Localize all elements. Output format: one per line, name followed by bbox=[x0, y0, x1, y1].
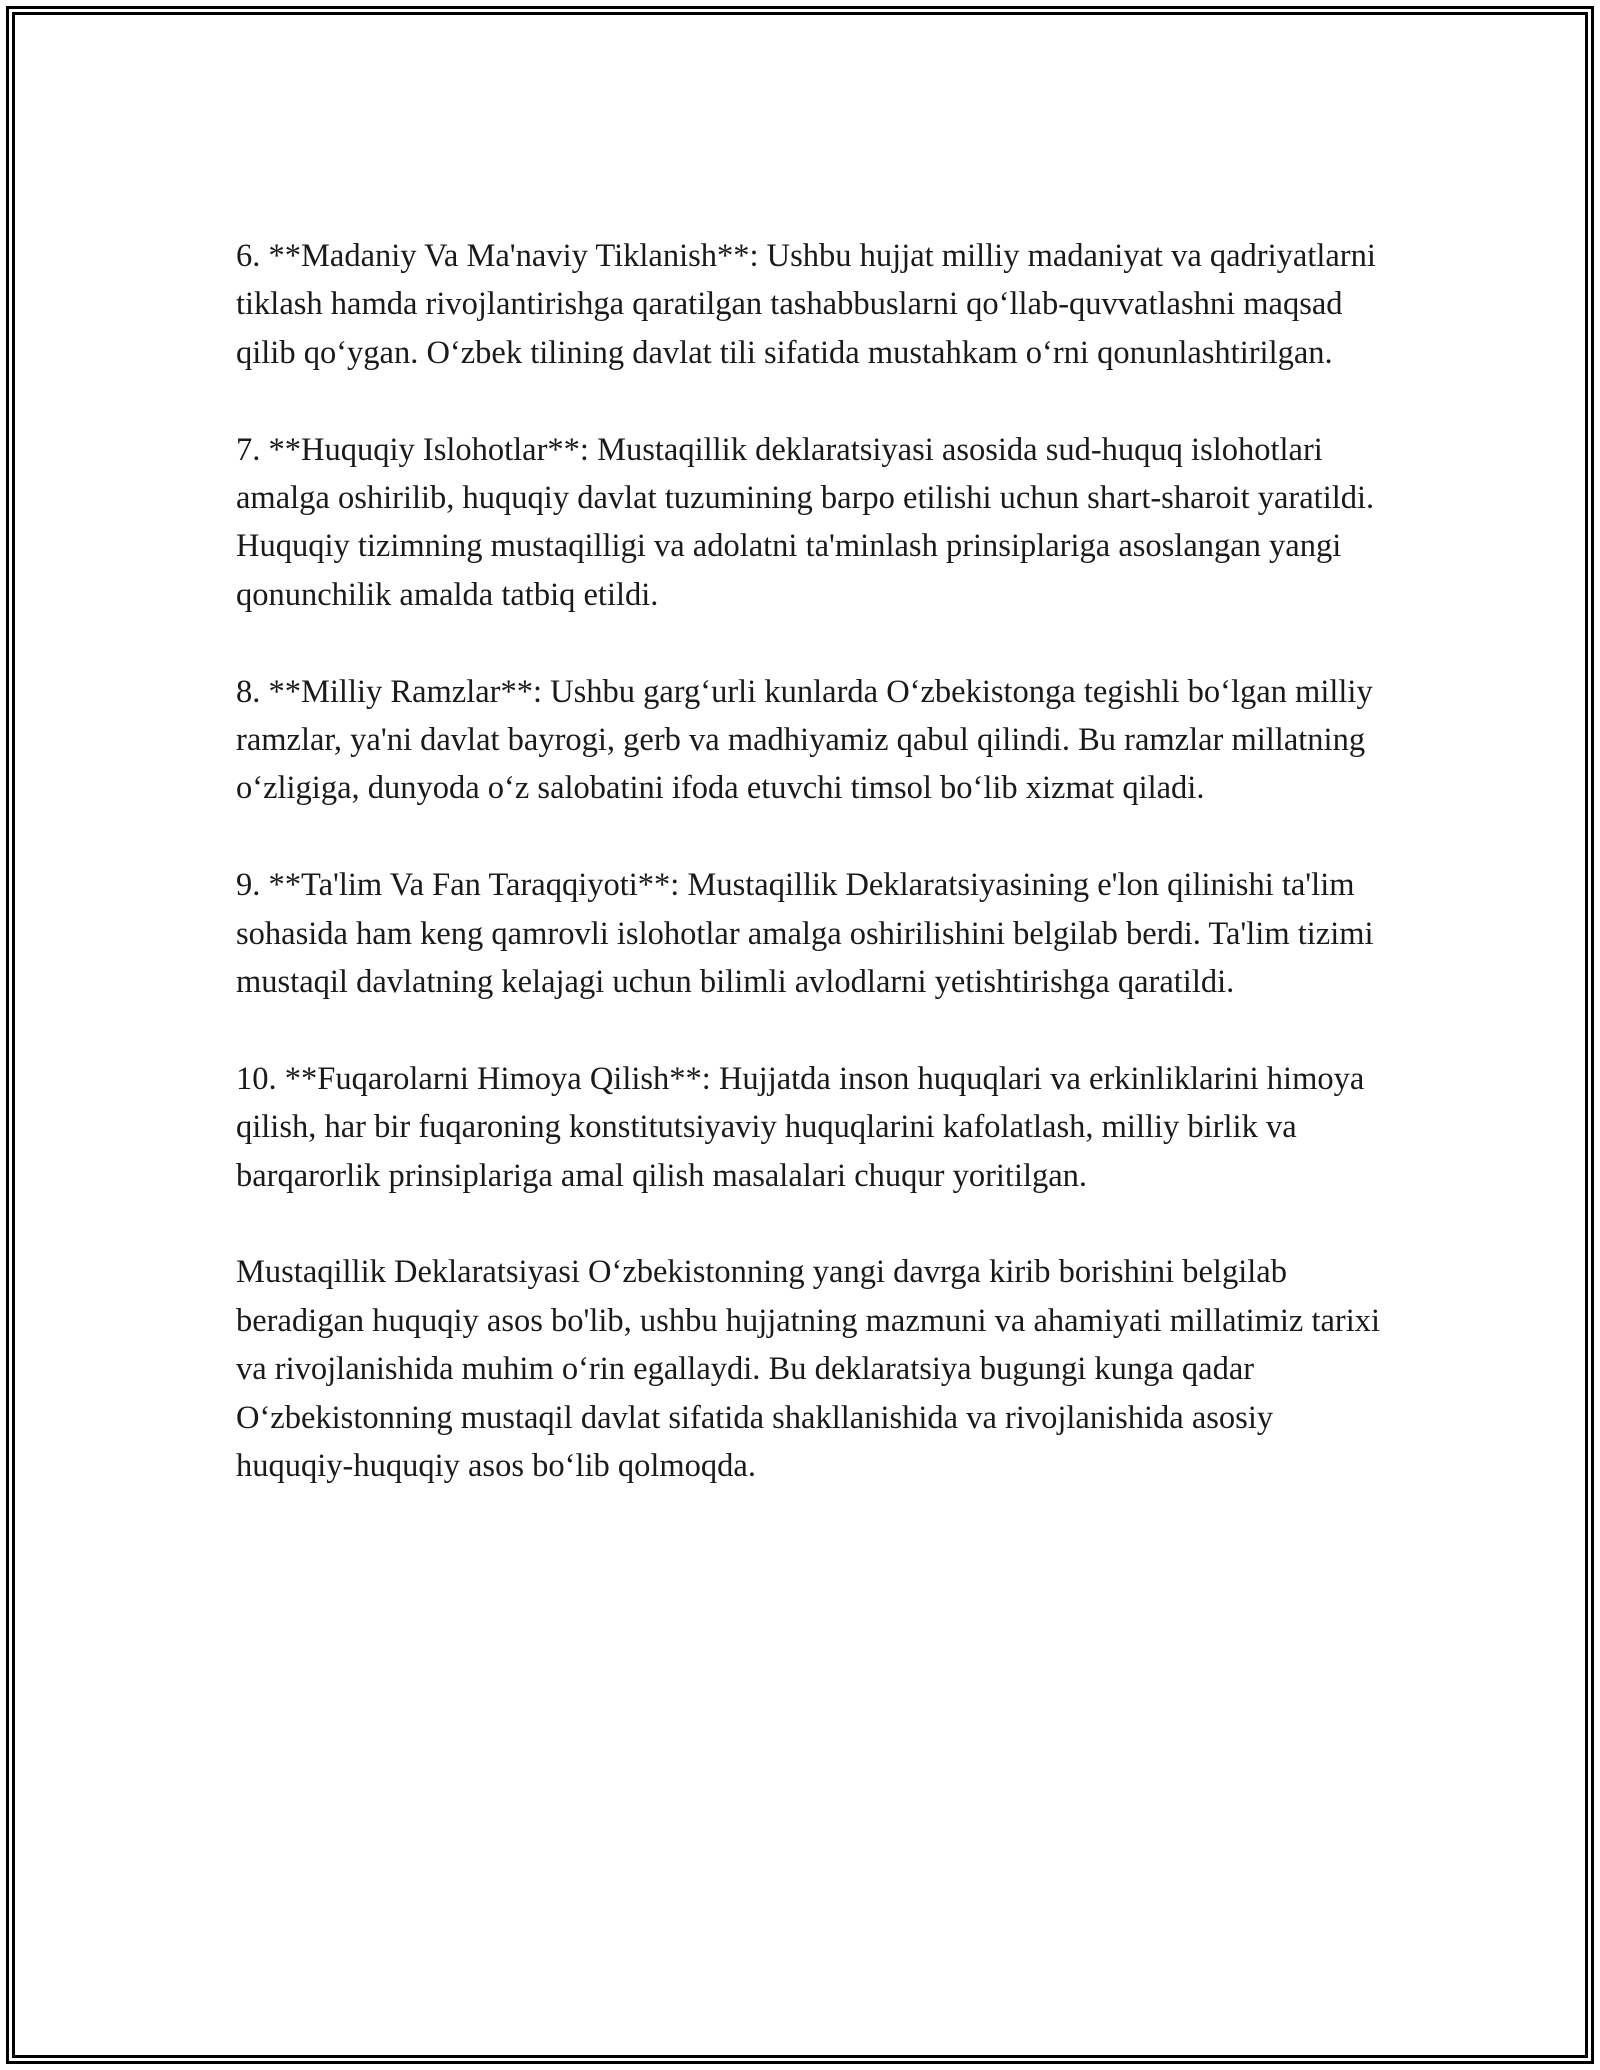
paragraph-conclusion: Mustaqillik Deklaratsiyasi O‘zbekistonning yangi davrga kirib borishini belgilab beradigan huquqiy asos bo'lib, ushbu hujjatning mazmuni va ahamiyati millatimiz tarixi va rivojlanishida muhim o‘rin egallaydi. Bu deklaratsiya bugungi kunga qadar O‘zbekistonning mustaqil davlat sifatida shakllanishida va rivojlanishida asosiy huquqiy-huquqiy asos bo‘lib qolmoqda. bbox=[236, 1254, 1381, 1485]
paragraph-item-7: 7. **Huquqiy Islohotlar**: Mustaqillik deklaratsiyasi asosida sud-huquq islohotlari amalga oshirilib, huquqiy davlat tuzumining barpo etilishi uchun shart-sharoit yaratildi. Huquqiy tizimning mustaqilligi va adolatni ta'minlash prinsiplariga asoslangan yangi qonunchilik amalda tatbiq etildi. bbox=[236, 431, 1375, 613]
paragraph-item-6: 6. **Madaniy Va Ma'naviy Tiklanish**: Ushbu hujjat milliy madaniyat va qadriyatlarni tiklash hamda rivojlantirishga qaratilgan tashabbuslarni qo‘llab-quvvatlashni maqsad qilib qo‘ygan. O‘zbek tilining davlat tili sifatida mustahkam o‘rni qonunlashtirilgan. bbox=[236, 238, 1376, 371]
paragraph-item-10: 10. **Fuqarolarni Himoya Qilish**: Hujjatda inson huquqlari va erkinliklarini himoya qilish, har bir fuqaroning konstitutsiyaviy huquqlarini kafolatlash, milliy birlik va barqarorlik prinsiplariga amal qilish masalalari chuqur yoritilgan. bbox=[236, 1060, 1365, 1194]
document-body bbox=[236, 232, 1386, 1539]
paragraph-item-8: 8. **Milliy Ramzlar**: Ushbu garg‘urli kunlarda O‘zbekistonga tegishli bo‘lgan milliy ramzlar, ya'ni davlat bayrogi, gerb va madhiyamiz qabul qilindi. Bu ramzlar millatning o‘zligiga, dunyoda o‘z salobatini ifoda etuvchi timsol bo‘lib xizmat qiladi. bbox=[236, 673, 1373, 807]
paragraph-item-9: 9. **Ta'lim Va Fan Taraqqiyoti**: Mustaqillik Deklaratsiyasining e'lon qilinishi ta'lim sohasida ham keng qamrovli islohotlar amalga oshirilishini belgilab berdi. Ta'lim tizimi mustaqil davlatning kelajagi uchun bilimli avlodlarni yetishtirishga qaratildi. bbox=[236, 867, 1374, 1001]
